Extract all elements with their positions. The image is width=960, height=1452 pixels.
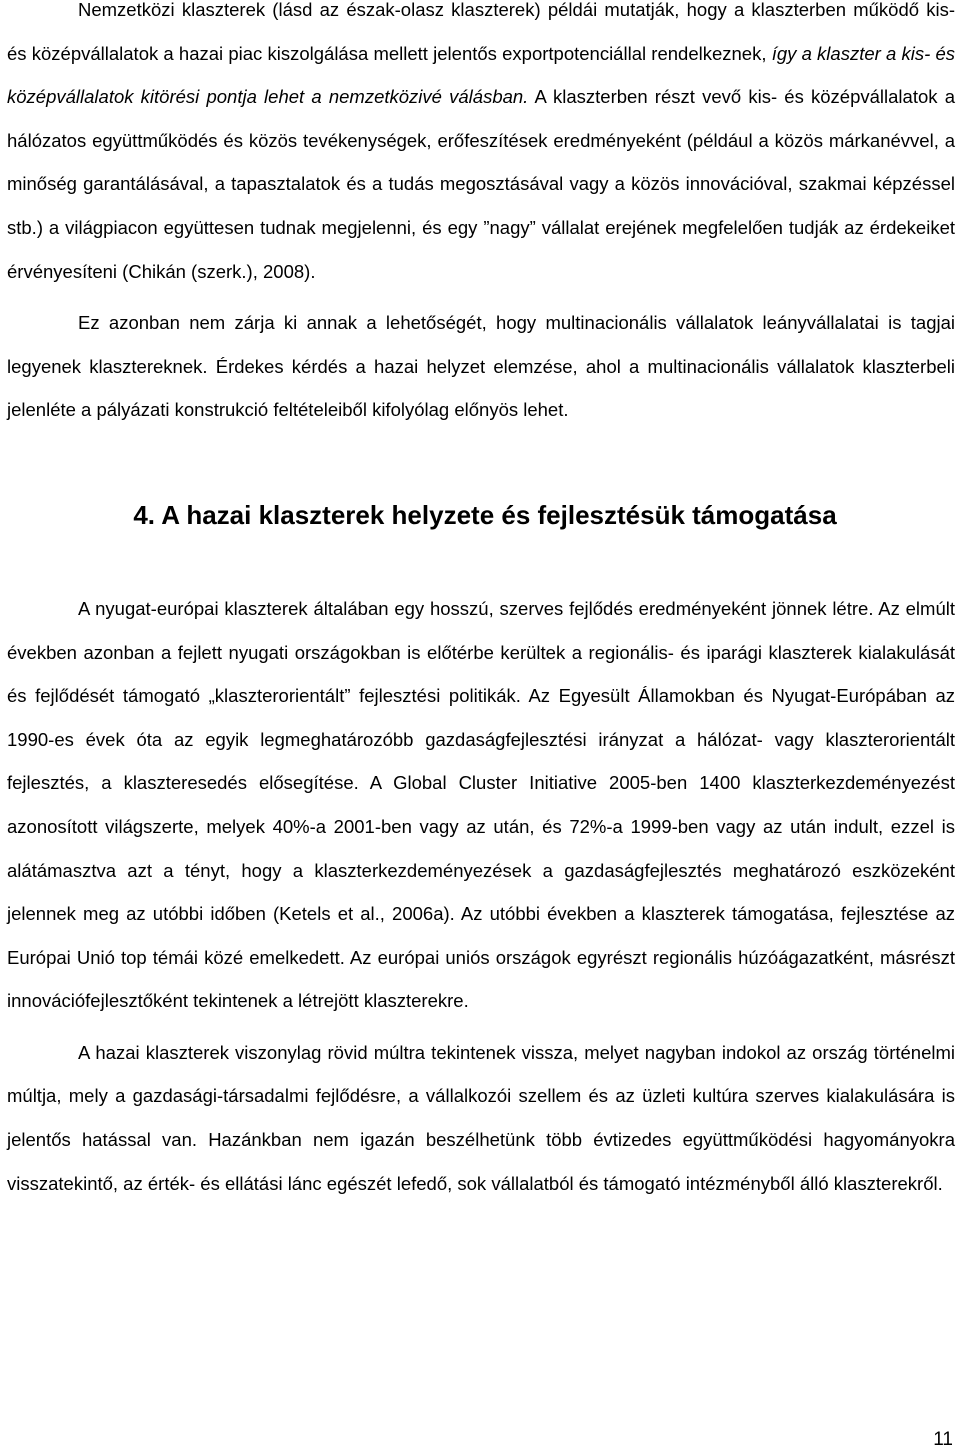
paragraph-3-text: A nyugat-európai klaszterek általában egy hosszú, szerves fejlődés eredményeként jönnek létre. Az elmúlt években azonban a fejlett nyugati országokban is előtérbe kerültek a regionális- és iparági klaszterek kialakulását és fejlődését támogató „klaszterorientált” fejlesztési politikák. Az Egyesült Államokban és Nyugat-Európában az 1990-es évek óta az egyik legmeghatározóbb gazdaságfejlesztési irányzat a hálózat- vagy klaszterorientált fejlesztés, a klaszteresedés elősegítése. A Global Cluster Initiative 2005-ben 1400 klaszterkezdeményezést azonosított világszerte, melyek 40%-a 2001-ben vagy az után, és 72%-a 1999-ben vagy az után indult, ezzel is alátámasztva azt a tényt, hogy a klaszterkezdeményezések a gazdaságfejlesztés meghatározó eszközeként jelennek meg az utóbbi időben (Ketels et al., 2006a). Az utóbbi években a klaszterek támogatása, fejlesztése az Európai Unió top témái közé emelkedett. Az európai uniós országok egyrészt regionális húzóágazatként, másrészt innovációfejlesztőként tekintenek a létrejött klaszterekre. <box>7 597 955 1012</box>
page-number: 11 <box>933 1429 953 1450</box>
paragraph-intro-export-potential <box>7 0 955 293</box>
paragraph-1-segment-1: Nemzetközi klaszterek (lásd az észak-olasz klaszterek) példái mutatják, hogy a klaszterben működő kis- és középvállalatok a hazai piac kiszolgálása mellett jelentős exportpotenciállal rendelkeznek, <box>7 0 955 64</box>
section-heading: 4. A hazai klaszterek helyzete és fejlesztésük támogatása <box>133 499 837 530</box>
paragraph-domestic-clusters <box>7 1031 955 1205</box>
paragraph-multinationals <box>7 301 955 432</box>
paragraph-western-clusters <box>7 587 955 1023</box>
paragraph-2-text: Ez azonban nem zárja ki annak a lehetőségét, hogy multinacionális vállalatok leányvállalatai is tagjai legyenek klasztereknek. Érdekes kérdés a hazai helyzet elemzése, ahol a multinacionális vállalatok klaszterbeli jelenléte a pályázati konstrukció feltételeiből kifolyólag előnyös lehet. <box>7 312 955 421</box>
paragraph-1-segment-3: A klaszterben részt vevő kis- és középvállalatok a hálózatos együttműködés és közös tevékenységek, erőfeszítések eredményeként (például a közös márkanévvel, a minőség garantálásával, a tapasztalatok és a tudás megosztásával vagy a közös innovációval, szakmai képzéssel stb.) a világpiacon együttesen tudnak megjelenni, és egy ”nagy” vállalat erejének megfelelően tudják az érdekeiket érvényesíteni (Chikán (szerk.), 2008). <box>7 86 955 282</box>
paragraph-1-italic-segment: így a klaszter a kis- és középvállalatok kitörési pontja lehet a nemzetközivé válásban. <box>7 42 955 108</box>
document-page <box>7 0 955 1205</box>
paragraph-4-text: A hazai klaszterek viszonylag rövid múltra tekintenek vissza, melyet nagyban indokol az ország történelmi múltja, mely a gazdasági-társadalmi fejlődésre, a vállalkozói szellem és az üzleti kultúra szerves kialakulására is jelentős hatással van. Hazánkban nem igazán beszélhetünk több évtizedes együttműködési hagyományokra visszatekintő, az érték- és ellátási lánc egészét lefedő, sok vállalatból és támogató intézményből álló klaszterekről. <box>7 1041 955 1194</box>
